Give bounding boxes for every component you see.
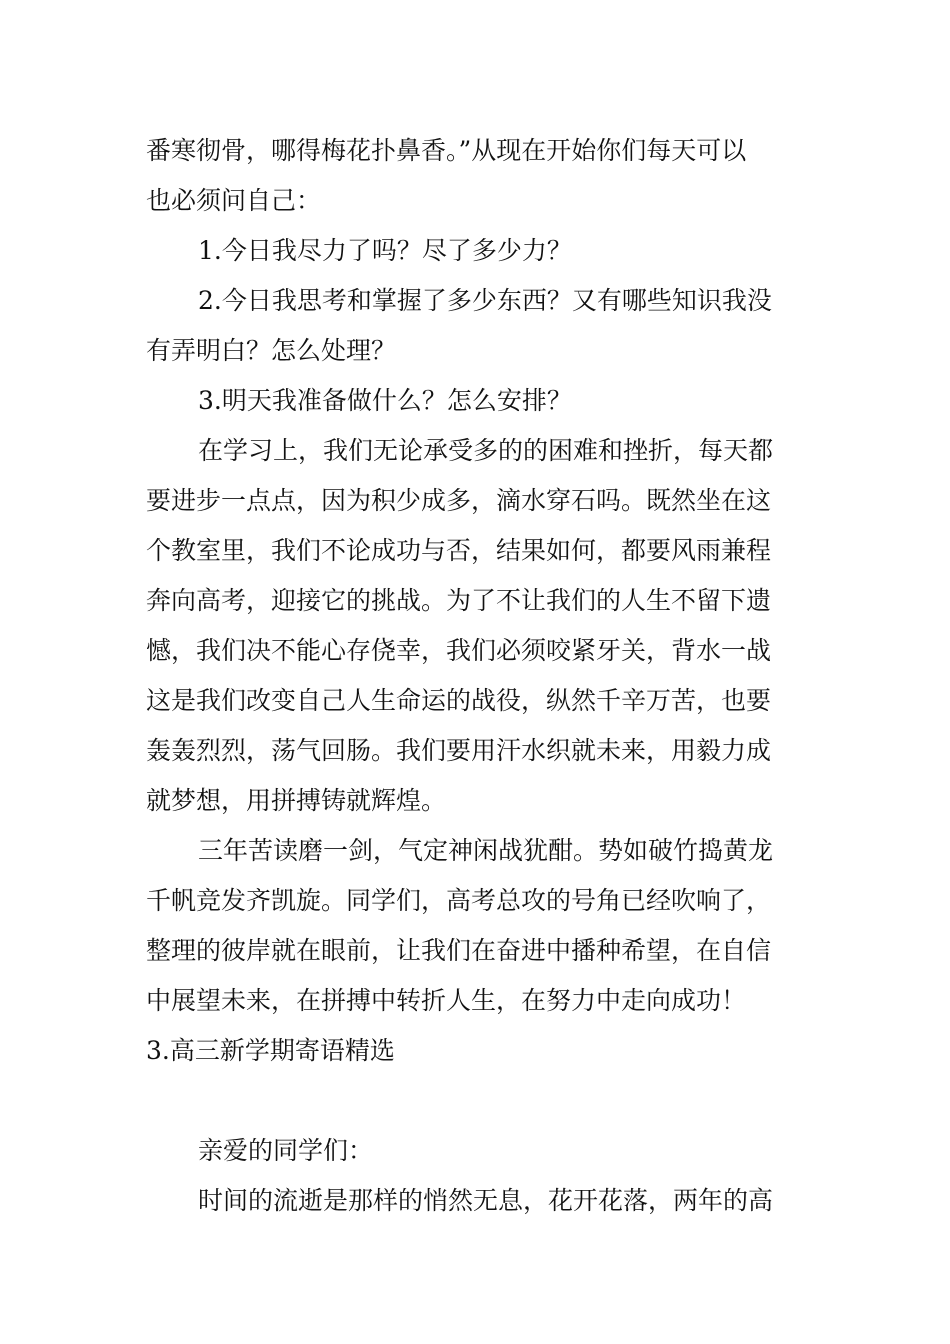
text-line-16: 千帆竞发齐凯旋。同学们，高考总攻的号角已经吹响了，	[146, 886, 772, 915]
question-item-2: 2.今日我思考和掌握了多少东西？又有哪些知识我没	[198, 286, 772, 315]
paragraph-start-three-years: 三年苦读磨一剑，气定神闲战犹酣。势如破竹捣黄龙	[198, 836, 774, 865]
section-heading: 3.高三新学期寄语精选	[146, 1036, 395, 1065]
text-line-14: 就梦想，用拼搏铸就辉煌。	[146, 786, 447, 815]
question-item-3: 3.明天我准备做什么？怎么安排？	[198, 386, 572, 415]
text-line-9: 个教室里，我们不论成功与否，结果如何，都要风雨兼程	[146, 536, 772, 565]
text-line-17: 整理的彼岸就在眼前，让我们在奋进中播种希望，在自信	[146, 936, 772, 965]
text-line-12: 这是我们改变自己人生命运的战役，纵然千辛万苦，也要	[146, 686, 772, 715]
text-line-5: 有弄明白？怎么处理？	[146, 336, 397, 365]
question-item-1: 1.今日我尽力了吗？尽了多少力？	[198, 236, 572, 265]
text-line-18: 中展望未来，在拼搏中转折人生，在努力中走向成功！	[146, 986, 747, 1015]
text-line-8: 要进步一点点，因为积少成多，滴水穿石吗。既然坐在这	[146, 486, 772, 515]
text-line-10: 奔向高考，迎接它的挑战。为了不让我们的人生不留下遗	[146, 586, 772, 615]
blank-line	[146, 1076, 808, 1126]
document-body	[146, 126, 808, 1226]
text-line-13: 轰轰烈烈，荡气回肠。我们要用汗水织就未来，用毅力成	[146, 736, 772, 765]
text-line-2: 也必须问自己：	[146, 186, 322, 215]
text-line-final: 时间的流逝是那样的悄然无息，花开花落，两年的高	[198, 1186, 774, 1215]
greeting: 亲爱的同学们：	[198, 1136, 374, 1165]
paragraph-start-study: 在学习上，我们无论承受多的的困难和挫折，每天都	[198, 436, 774, 465]
text-line-1: 番寒彻骨，哪得梅花扑鼻香。”从现在开始你们每天可以	[146, 136, 747, 165]
text-line-11: 憾，我们决不能心存侥幸，我们必须咬紧牙关，背水一战	[146, 636, 772, 665]
